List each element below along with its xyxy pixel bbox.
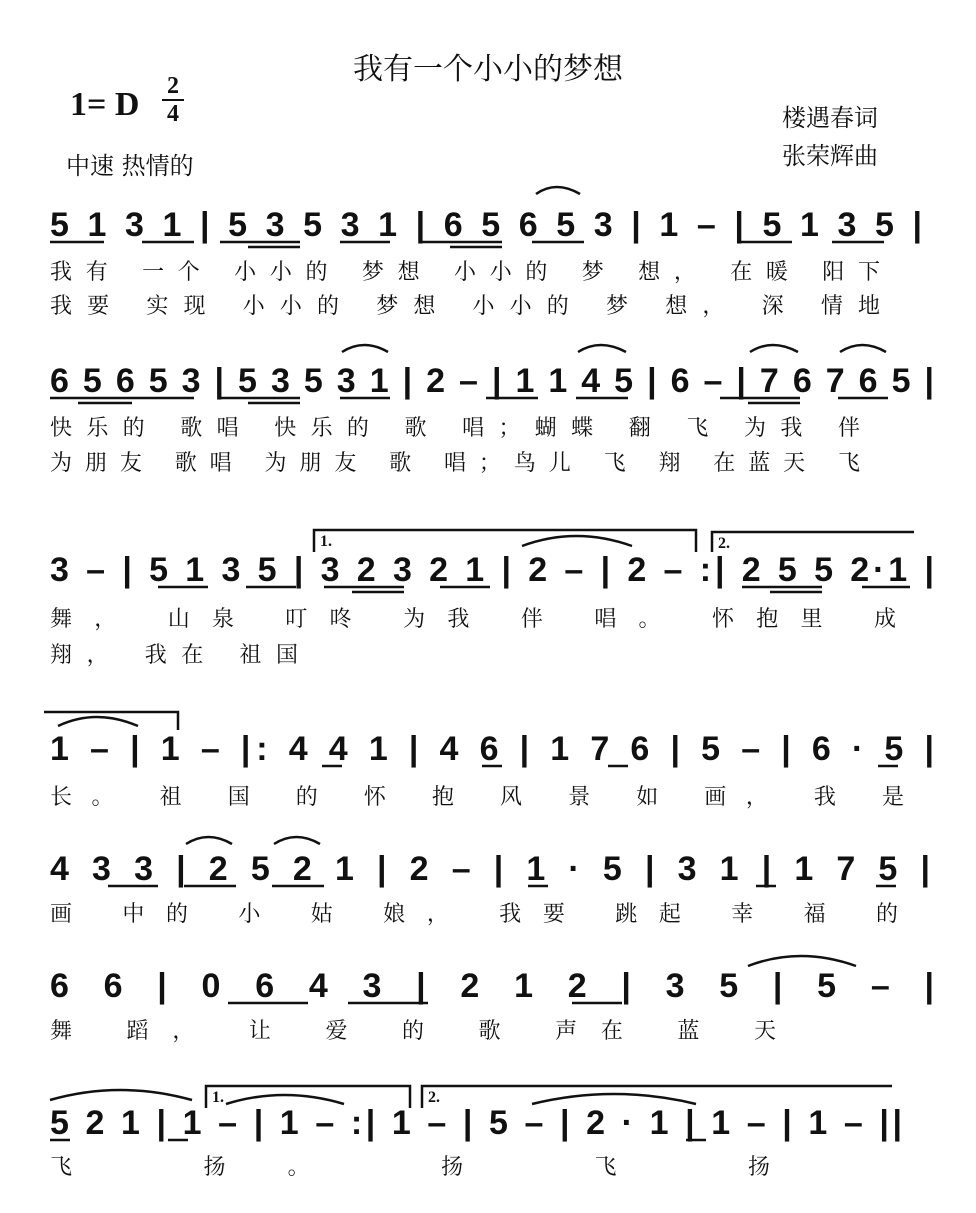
lyrics-system-3-verse-2: 翔， 我在 祖国 — [50, 643, 298, 668]
composer-credit: 张荣辉曲 — [782, 142, 878, 170]
tempo-marking: 中速 热情的 — [66, 152, 194, 180]
volta-1-label-system-7: 1. — [212, 1089, 224, 1106]
time-signature-bottom: 4 — [167, 101, 179, 127]
lyrics-system-6: 舞 蹈， 让 爱 的 歌 声在 蓝 天 — [50, 1019, 776, 1044]
notes-system-2: 6 5 6 5 3 | 5 3 5 3 1 | 2 – | 1 1 4 5 | 6 – | 7 6 7 6 5 | — [50, 362, 934, 400]
notes-system-6: 6 6 | 0 6 4 3 | 2 1 2 | 3 5 | 5 – | — [50, 967, 935, 1005]
notes-system-4: 1 – | 1 – |: 4 4 1 | 4 6 | 1 7 6 | 5 – | 6 · 5 | — [50, 730, 934, 768]
lyricist-credit: 楼遇春词 — [782, 104, 878, 132]
lyrics-system-2-verse-1: 快乐的 歌唱 快乐的 歌 唱；蝴蝶 翻 飞 为我 伴 — [50, 416, 860, 441]
time-signature-top: 2 — [167, 73, 179, 99]
lyrics-system-7: 飞 扬。 扬 飞 扬 — [50, 1155, 770, 1180]
lyrics-system-5: 画 中的 小 姑 娘， 我要 跳起 幸 福 的 — [50, 902, 898, 927]
volta-1-label-system-3: 1. — [320, 533, 332, 550]
volta-2-label-system-7: 2. — [428, 1089, 440, 1106]
notes-system-7: 5 2 1 | 1 – | 1 – :| 1 – | 5 – | 2 · 1 | 1 – | 1 – || — [50, 1104, 902, 1142]
key-signature: 1= D — [70, 86, 140, 123]
lyrics-system-1-verse-2: 我要 实现 小小的 梦想 小小的 梦 想， 深 情地 — [50, 294, 881, 319]
page-title: 我有一个小小的梦想 — [353, 52, 623, 87]
lyrics-system-2-verse-2: 为朋友 歌唱 为朋友 歌 唱；鸟儿 飞 翔 在蓝天 飞 — [50, 451, 860, 476]
notes-system-3: 3 – | 5 1 3 5 | 3 2 3 2 1 | 2 – | 2 – :| 2 5 5 2·1 | — [50, 551, 935, 589]
lyrics-system-4: 长。 祖 国 的 怀 抱 风 景 如 画， 我 是 — [50, 785, 905, 810]
lyrics-system-1-verse-1: 我有 一个 小小的 梦想 小小的 梦 想， 在暖 阳下 — [50, 260, 880, 285]
volta-2-label-system-3: 2. — [718, 535, 730, 552]
notes-system-5: 4 3 3 | 2 5 2 1 | 2 – | 1 · 5 | 3 1 | 1 7 5 | — [50, 850, 930, 888]
notes-system-1: 5 1 3 1 | 5 3 5 3 1 | 6 5 6 5 3 | 1 – | 5 1 3 5 | — [50, 206, 922, 244]
lyrics-system-3-verse-1: 舞， 山泉 叮咚 为我 伴 唱。 怀抱里 成 — [50, 607, 896, 632]
